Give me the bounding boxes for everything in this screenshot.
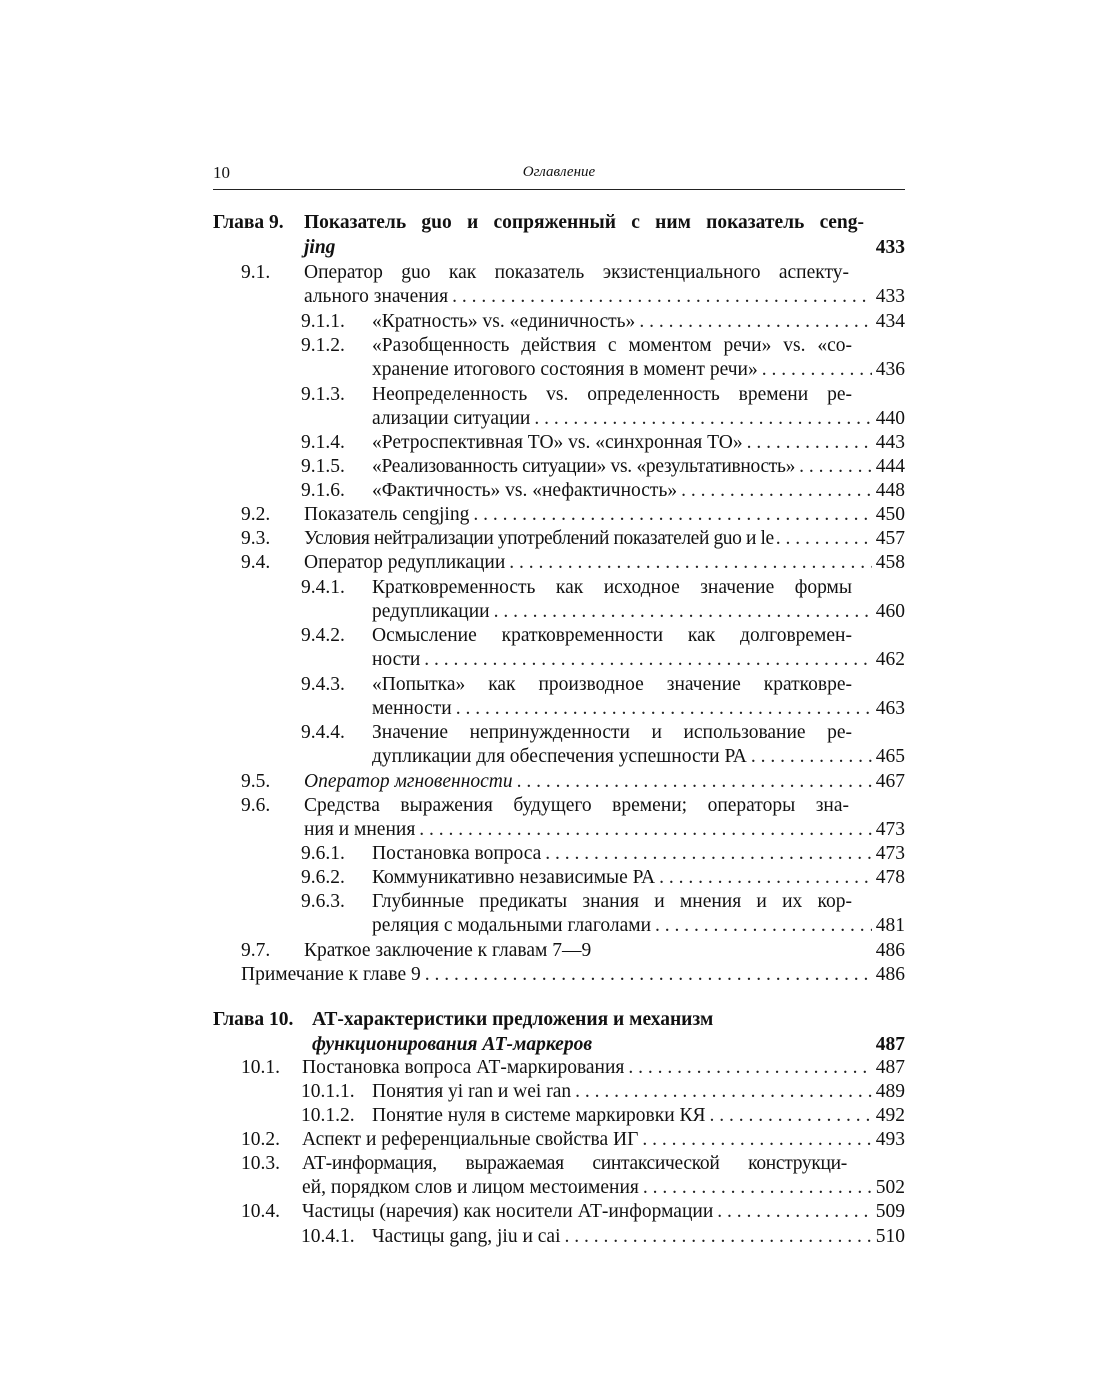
chapter-label: Глава 10.: [213, 1009, 294, 1030]
page-number: 10: [213, 163, 230, 182]
entry-page: 462: [875, 649, 905, 671]
chapter-title-line2: функционирования АТ-маркеров: [312, 1034, 593, 1055]
entry-title-line1: Кратковременность как исходное значение формы: [372, 577, 852, 598]
entry-page: 440: [875, 408, 905, 430]
entry-title-line1: Понятия yi ran и wei ran: [372, 1081, 572, 1102]
leader-dots: [659, 866, 872, 890]
leader-dots: [643, 1176, 872, 1200]
entry-title-line2: ей, порядком слов и лицом местоимения: [302, 1177, 639, 1199]
entry-page: 467: [875, 771, 905, 792]
entry-title-line2: ния и мнения: [304, 819, 416, 841]
entry-title-line1: «Попытка» как производное значение кратковре-: [372, 674, 852, 695]
entry-title-line2: редупликации: [372, 601, 490, 623]
leader-dots: [425, 963, 872, 987]
entry-number: 10.2.: [241, 1129, 280, 1150]
chapter-title-line2: jing: [304, 237, 336, 258]
entry-number: 9.1.1.: [301, 311, 345, 332]
entry-title-line1: Оператор guo как показатель экзистенциального аспекту-: [304, 262, 849, 283]
leader-dots: [751, 745, 872, 769]
entry-title-line1: Условия нейтрализации употреблений показателей guo и le: [304, 528, 774, 549]
entry-number: 9.6.: [241, 795, 271, 816]
chapter-heading: [213, 1008, 905, 1058]
entry-number: 9.1.4.: [301, 432, 345, 453]
entry-page: 465: [875, 746, 905, 768]
entry-page: 509: [875, 1201, 905, 1222]
entry-number: 9.7.: [241, 940, 271, 961]
entry-page: 450: [875, 504, 905, 525]
entry-title-line1: Показатель cengjing: [304, 504, 470, 525]
entry-title-line1: Оператор редупликации: [304, 552, 506, 573]
entry-title-line2: хранение итогового состояния в момент речи»: [372, 359, 758, 381]
leader-dots: [639, 310, 871, 334]
entry-title-line1: Значение непринужденности и использование ре-: [372, 722, 852, 743]
chapter-title-line1: Показатель guo и сопряженный с ним показатель ceng-: [304, 212, 864, 233]
entry-title-line1: Коммуникативно независимые РА: [372, 867, 656, 888]
entry-page: 487: [875, 1057, 905, 1078]
entry-page: 458: [875, 552, 905, 573]
entry-number: 9.4.4.: [301, 722, 345, 743]
entry-page: 448: [875, 480, 905, 501]
leader-dots: [452, 285, 872, 309]
entry-page: 433: [875, 286, 905, 308]
entry-title-line1: Частицы gang, jiu и cai: [372, 1226, 561, 1247]
entry-title-line1: Частицы (наречия) как носители АТ-информации: [302, 1201, 714, 1222]
entry-page: 502: [875, 1177, 905, 1199]
entry-page: 489: [875, 1081, 905, 1102]
chapter-page: 487: [875, 1034, 905, 1055]
entry-number: 9.6.2.: [301, 867, 345, 888]
entry-page: 436: [875, 359, 905, 381]
entry-title-line1: Постановка вопроса АТ-маркирования: [302, 1057, 625, 1078]
entry-title-line1: Примечание к главе 9: [241, 964, 421, 985]
chapter-heading: [213, 211, 905, 261]
entry-number: 9.4.: [241, 552, 271, 573]
entry-title-line1: Понятие нуля в системе маркировки КЯ: [372, 1105, 706, 1126]
entry-title-line1: «Реализованность ситуации» vs. «результативность»: [372, 456, 796, 477]
entry-title-line1: Глубинные предикаты знания и мнения и их кор-: [372, 891, 852, 912]
entry-number: 9.1.5.: [301, 456, 345, 477]
leader-dots: [509, 551, 871, 575]
leader-dots: [799, 455, 872, 479]
entry-number: 10.4.1.: [301, 1226, 355, 1247]
entry-title-line1: АТ-информация, выражаемая синтаксической конструкци-: [302, 1153, 847, 1174]
entry-number: 9.1.: [241, 262, 271, 283]
entry-number: 9.5.: [241, 771, 271, 792]
entry-title-line1: «Ретроспективная ТО» vs. «синхронная ТО»: [372, 432, 743, 453]
leader-dots: [424, 648, 871, 672]
leader-dots: [747, 431, 872, 455]
entry-number: 9.4.2.: [301, 625, 345, 646]
entry-page: 486: [875, 964, 905, 985]
entry-number: 9.1.2.: [301, 335, 345, 356]
leader-dots: [565, 1225, 872, 1249]
leader-dots: [419, 818, 871, 842]
entry-title-line1: Аспект и референциальные свойства ИГ: [302, 1129, 639, 1150]
entry-number: 9.1.6.: [301, 480, 345, 501]
chapter-page: 433: [875, 237, 905, 258]
leader-dots: [494, 600, 872, 624]
entry-number: 9.6.3.: [301, 891, 345, 912]
entry-page: 478: [875, 867, 905, 888]
entry-title-line2: ности: [372, 649, 421, 671]
entry-number: 9.4.1.: [301, 577, 345, 598]
entry-number: 9.2.: [241, 504, 271, 525]
entry-page: 473: [875, 843, 905, 864]
entry-title-line1: Средства выражения будущего времени; операторы зна-: [304, 795, 849, 816]
leader-dots: [717, 1200, 871, 1224]
leader-dots: [575, 1080, 872, 1104]
leader-dots: [473, 503, 871, 527]
entry-title-line1: Осмысление кратковременности как долговремен-: [372, 625, 852, 646]
leader-dots: [710, 1104, 872, 1128]
entry-title-line1: Оператор мгновенности: [304, 771, 513, 792]
leader-dots: [762, 358, 872, 382]
entry-title-line2: ализации ситуации: [372, 408, 531, 430]
entry-number: 9.1.3.: [301, 384, 345, 405]
leader-dots: [681, 479, 872, 503]
entry-number: 10.3.: [241, 1153, 280, 1174]
entry-page: 443: [875, 432, 905, 453]
entry-number: 9.6.1.: [301, 843, 345, 864]
leader-dots: [517, 770, 872, 794]
entry-number: 10.1.: [241, 1057, 280, 1078]
entry-title-line2: реляция с модальными глаголами: [372, 915, 651, 937]
entry-page: 460: [875, 601, 905, 623]
entry-number: 10.1.1.: [301, 1081, 355, 1102]
entry-page: 473: [875, 819, 905, 841]
leader-dots: [534, 407, 871, 431]
entry-title-line1: «Фактичность» vs. «нефактичность»: [372, 480, 678, 501]
leader-dots: [776, 527, 874, 551]
entry-page: 457: [875, 528, 905, 549]
leader-dots: [628, 1056, 871, 1080]
entry-number: 10.4.: [241, 1201, 280, 1222]
chapter-title-line1: АТ-характеристики предложения и механизм: [312, 1009, 714, 1030]
entry-title-line1: Постановка вопроса: [372, 843, 542, 864]
entry-number: 9.4.3.: [301, 674, 345, 695]
entry-page: 434: [875, 311, 905, 332]
entry-page: 463: [875, 698, 905, 720]
entry-title-line1: «Разобщенность действия с моментом речи» vs. «со-: [372, 335, 852, 356]
entry-page: 444: [875, 456, 905, 477]
running-title: Оглавление: [522, 164, 596, 180]
leader-dots: [642, 1128, 871, 1152]
entry-title-line1: Неопределенность vs. определенность времени ре-: [372, 384, 852, 405]
entry-page: 481: [875, 915, 905, 937]
entry-title-line2: дупликации для обеспечения успешности РА: [372, 746, 747, 768]
leader-dots: [456, 697, 872, 721]
chapter-label: Глава 9.: [213, 212, 284, 233]
entry-page: 486: [875, 940, 905, 961]
leader-dots: [595, 939, 872, 963]
entry-page: 492: [875, 1105, 905, 1126]
leader-dots: [655, 914, 872, 938]
entry-title-line2: менности: [372, 698, 452, 720]
entry-number: 9.3.: [241, 528, 271, 549]
entry-number: 10.1.2.: [301, 1105, 355, 1126]
entry-page: 510: [875, 1226, 905, 1247]
entry-title-line1: Краткое заключение к главам 7—9: [304, 940, 592, 961]
leader-dots: [545, 842, 871, 866]
entry-title-line1: «Кратность» vs. «единичность»: [372, 311, 636, 332]
entry-page: 493: [875, 1129, 905, 1150]
entry-title-line2: ального значения: [304, 286, 449, 308]
